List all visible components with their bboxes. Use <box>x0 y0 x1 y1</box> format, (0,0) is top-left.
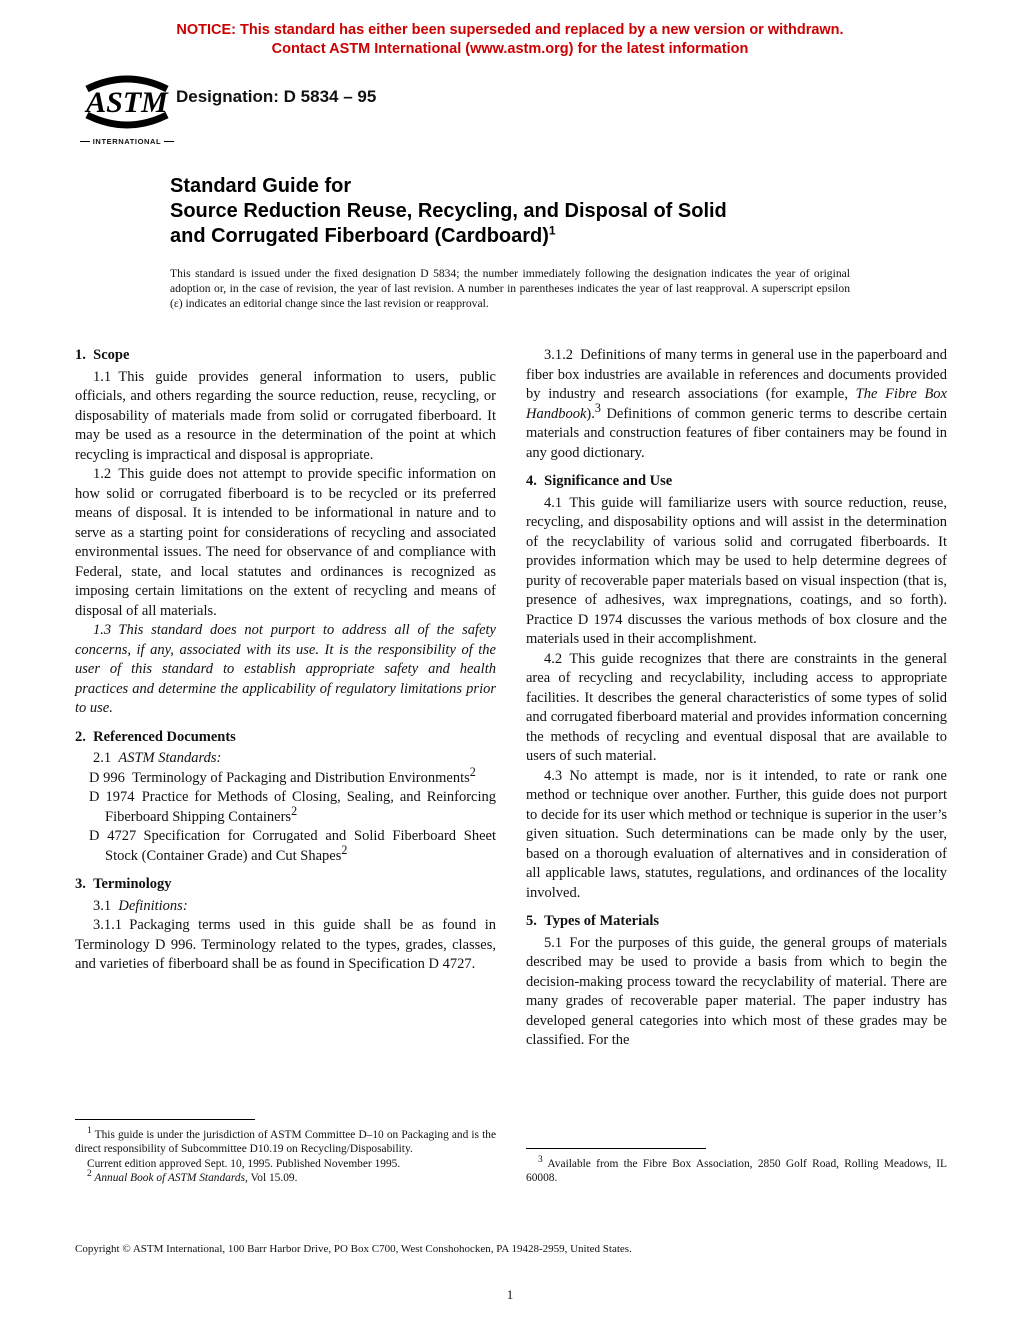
reference-text: D 1974 Practice for Methods of Closing, Sealing, and Reinforcing Fiberboard Shipping Containers <box>89 789 496 825</box>
section-5-heading: 5. Types of Materials <box>526 913 660 929</box>
reference-footnote-marker: 2 <box>341 842 348 857</box>
paragraph-3-1-italic: Definitions: <box>118 897 188 914</box>
notice-line-1: NOTICE: This standard has either been superseded and replaced by a new version or withdrawn. <box>176 22 844 38</box>
page-number: 1 <box>506 1287 514 1302</box>
paragraph-3-1-number: 3.1 <box>93 897 119 914</box>
paragraph-2-1-number: 2.1 <box>93 750 119 766</box>
superseded-notice <box>0 21 1020 59</box>
paragraph-3-1-2-pre: 3.1.2 Definitions of many terms in general use in the paperboard and fiber box industries are available in references and documents provided by industry and research associations (for example, <box>526 347 947 402</box>
section-3-heading: 3. Terminology <box>75 876 172 892</box>
referenced-document-d996 <box>75 764 496 789</box>
logo-international-text: INTERNATIONAL <box>92 137 162 146</box>
designation: Designation: D 5834 – 95 <box>176 87 377 106</box>
paragraph-3-1-2 <box>526 346 947 463</box>
fibre-box-handbook-italic: The Fibre Box Handbook <box>526 386 947 422</box>
section-2-heading: 2. Referenced Documents <box>75 728 236 745</box>
paragraph-4-2: 4.2 This guide recognizes that there are constraints in the general area of recycling and recyclability, including access to appropriate facilities. It describes the general characteristics of some types of solid and corrugated fiberboard material and provides information concerning the methods of recycling and eventual disposal that are available to users of such material. <box>526 650 947 764</box>
right-footnotes <box>526 1148 947 1186</box>
paragraph-2-1 <box>75 749 496 769</box>
footnote-2 <box>75 1171 496 1186</box>
footnote-3 <box>526 1157 947 1186</box>
logo-international-band <box>80 137 174 146</box>
logo-rule-left <box>80 141 90 142</box>
notice-line-2: Contact ASTM International (www.astm.org) for the latest information <box>271 41 749 57</box>
paragraph-3-1-2-post: Definitions of common generic terms to describe certain materials and construction features of fiber containers may be found in any good dictionary. <box>526 405 947 461</box>
footnote-3-marker: 3 <box>538 1155 543 1166</box>
section-1-heading: 1. Scope <box>75 347 130 363</box>
left-footnotes <box>75 1119 496 1186</box>
astm-logo-icon <box>80 70 174 132</box>
paragraph-4-1: 4.1 This guide will familiarize users with source reduction, reuse, recycling, and disposability options and will assist in the determination of the recyclability of various solid and corrugated fiberboards. It provides information which may be used to help determine degrees of purity of recoverable paper materials based on visual inspection (that is, presence of adhesives, wax impregnations, coatings, and so forth). Practice D 1974 discusses the various methods of box closure and the materials used in their accomplishment. <box>526 494 947 647</box>
paragraph-3-1-1: 3.1.1 Packaging terms used in this guide shall be as found in Terminology D 996. Terminology related to the types, grades, classes, and varieties of fiberboard shall be as found in Specification D 4727. <box>75 917 496 972</box>
paragraph-4-3: 4.3 No attempt is made, nor is it intended, to rate or rank one method or technique over another. Further, this guide does not purport to decide for its user which method or technique is superior in the user’s given situation. Such determinations can be made only by the user, based on a thorough evaluation of alternatives and in consideration of all applicable laws, statutes, regulations, and ordinances of the locality involved. <box>526 767 947 901</box>
title-line-2: Source Reduction Reuse, Recycling, and Disposal of Solid <box>170 200 727 222</box>
logo-astm-text: ASTM <box>86 86 168 119</box>
reference-text: D 4727 Specification for Corrugated and Solid Fiberboard Sheet Stock (Container Grade) and Cut Shapes <box>89 828 496 864</box>
footnote-separator-left <box>75 1119 255 1120</box>
reference-footnote-marker: 2 <box>469 764 476 779</box>
footnote-separator-right <box>526 1148 706 1149</box>
astm-logo <box>80 70 174 146</box>
footnote-1-marker: 1 <box>87 1125 92 1136</box>
paragraph-3-1-2-mid: ). <box>586 405 595 422</box>
title-line-1: Standard Guide for <box>170 175 352 197</box>
footnote-3-text: Available from the Fibre Box Association, 2850 Golf Road, Rolling Meadows, IL 60008. <box>526 1157 947 1185</box>
section-4-heading: 4. Significance and Use <box>526 473 673 489</box>
paragraph-1-3-text: 1.3 This standard does not purport to address all of the safety concerns, if any, associated with its use. It is the responsibility of the user of this standard to establish appropriate safety and health practices and determine the applicability of regulatory limitations prior to use. <box>75 622 496 716</box>
footnote-3-reference-marker: 3 <box>594 400 601 415</box>
title-line-3 <box>170 224 727 249</box>
footnote-2-italic: Annual Book of ASTM Standards, <box>91 1172 248 1185</box>
footnote-2-marker: 2 <box>87 1169 92 1180</box>
paragraph-1-2: 1.2 This guide does not attempt to provide specific information on how solid or corrugated fiberboard is to be recycled or its preferred means of disposal. It is intended to be informational in nature and to serve as a starting point for considerations of recycling and associated environmental issues. The need for observance of and compliance with Federal, state, and local statutes and ordinances is recognized as imposing certain limitations on the extent of recycling and means of disposal of all materials. <box>75 466 496 619</box>
right-column <box>526 346 947 1186</box>
reference-footnote-marker: 2 <box>291 803 298 818</box>
logo-rule-right <box>164 141 174 142</box>
paragraph-5-1: 5.1 For the purposes of this guide, the general groups of materials described may be used to provide a basis from which to begin the decision-making process toward the recyclability of material. There are many grades of recoverable paper material. The paper industry has developed general categories into which most of these grades may be classified. For the <box>526 934 947 1048</box>
referenced-document-d4727 <box>75 827 496 866</box>
issuance-note: This standard is issued under the fixed designation D 5834; the number immediately following the designation indicates the year of original adoption or, in the case of revision, the year of last revision. A number in parentheses indicates the year of last reapproval. A superscript epsilon (ε) indicates an editorial change since the last revision or reapproval. <box>170 267 850 311</box>
footnote-1-text: This guide is under the jurisdiction of ASTM Committee D–10 on Packaging and is the direct responsibility of Subcommittee D10.19 on Recycling/Disposability. <box>75 1128 496 1156</box>
document-body <box>75 346 947 1186</box>
document-title <box>170 174 727 249</box>
title-footnote-marker: 1 <box>548 223 556 238</box>
footnote-1 <box>75 1125 496 1157</box>
copyright-line: Copyright © ASTM International, 100 Barr Harbor Drive, PO Box C700, West Conshohocken, PA 19428-2959, United States. <box>75 1243 632 1255</box>
title-line-3-text: and Corrugated Fiberboard (Cardboard) <box>170 225 549 247</box>
footnote-2-text: Vol 15.09. <box>247 1172 298 1185</box>
paragraph-1-1: 1.1 This guide provides general information to users, public officials, and others regarding the source reduction, reuse, recycling, or disposability of materials made from solid or corrugated fiberboard. It may be used as a resource in the determination of the point at which recycling is impractical and disposal is appropriate. <box>75 368 496 463</box>
paragraph-1-3 <box>75 621 496 719</box>
paragraph-2-1-italic: ASTM Standards: <box>118 750 222 766</box>
referenced-document-d1974 <box>75 788 496 827</box>
left-column <box>75 346 496 1186</box>
paragraph-3-1 <box>75 897 496 917</box>
reference-text: D 996 Terminology of Packaging and Distribution Environments <box>89 769 470 786</box>
footnote-1-edition-line: Current edition approved Sept. 10, 1995. Published November 1995. <box>87 1157 401 1170</box>
